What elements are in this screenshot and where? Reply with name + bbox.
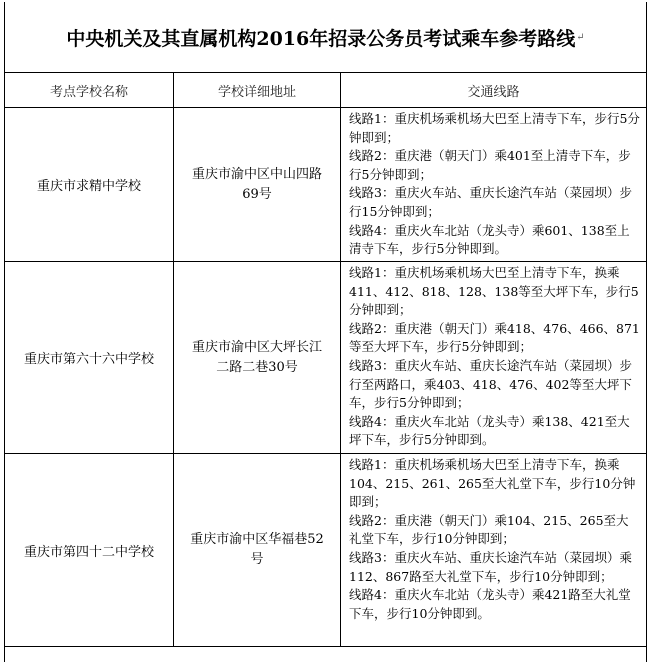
title-text: 中央机关及其直属机构2016年招录公务员考试乘车参考路线	[66, 27, 576, 50]
school-address: 重庆市渝中区大坪长江二路二巷30号	[174, 262, 341, 453]
route-line: 线路1：重庆机场乘机场大巴至上清寺下车，换乘411、412、818、128、138等至大坪下车，步行5分钟即到；	[349, 265, 639, 318]
route-line: 线路4：重庆火车北站（龙头寺）乘601、138至上清寺下车，步行5分钟即到。	[349, 222, 630, 257]
header-address-label: 学校详细地址	[217, 84, 296, 100]
table-row	[5, 262, 646, 454]
route-list	[341, 262, 646, 453]
table-row	[5, 108, 646, 262]
route-line: 线路2：重庆港（朝天门）乘401至上清寺下车，步行5分钟即到；	[349, 148, 631, 182]
route-line: 线路3：重庆火车站、重庆长途汽车站（菜园坝）步行15分钟即到；	[349, 185, 632, 219]
route-line: 线路3：重庆火车站、重庆长途汽车站（菜园坝）乘112、867路至大礼堂下车，步行10分钟即到；	[349, 549, 632, 584]
school-address: 重庆市渝中区中山四路69号	[174, 108, 341, 261]
header-school-label: 考点学校名称	[49, 84, 128, 100]
header-routes-label: 交通线路	[467, 84, 520, 100]
table-title	[5, 2, 646, 73]
header-school	[5, 73, 174, 107]
route-line: 线路4：重庆火车北站（龙头寺）乘421路至大礼堂下车，步行10分钟即到。	[349, 587, 631, 621]
route-line: 线路1：重庆机场乘机场大巴至上清寺下车，换乘104、215、261、265至大礼堂下车，步行10分钟即到；	[349, 457, 636, 510]
route-line: 线路3：重庆火车站、重庆长途汽车站（菜园坝）步行至两路口，乘403、418、476、402等至大坪下车，步行5分钟即到；	[349, 357, 632, 411]
paragraph-mark: ↵	[576, 31, 585, 43]
route-list	[341, 108, 646, 261]
header-routes	[341, 73, 646, 107]
route-line: 线路2：重庆港（朝天门）乘418、476、466、871等至大坪下车，步行5分钟即到；	[349, 320, 640, 355]
header-row	[5, 73, 646, 108]
school-address: 重庆市渝中区华福巷52号	[174, 454, 341, 646]
school-name: 重庆市第四十二中学校	[5, 454, 174, 646]
school-name: 重庆市求精中学校	[5, 108, 174, 261]
header-address	[174, 73, 341, 107]
school-name: 重庆市第六十六中学校	[5, 262, 174, 453]
route-list	[341, 454, 646, 646]
route-line: 线路4：重庆火车北站（龙头寺）乘138、421至大坪下车，步行5分钟即到。	[349, 413, 630, 448]
route-line: 线路1：重庆机场乘机场大巴至上清寺下车，步行5分钟即到；	[349, 111, 640, 145]
route-line: 线路2：重庆港（朝天门）乘104、215、265至大礼堂下车，步行10分钟即到；	[349, 512, 629, 547]
table-row	[5, 454, 646, 647]
route-table	[4, 2, 647, 662]
